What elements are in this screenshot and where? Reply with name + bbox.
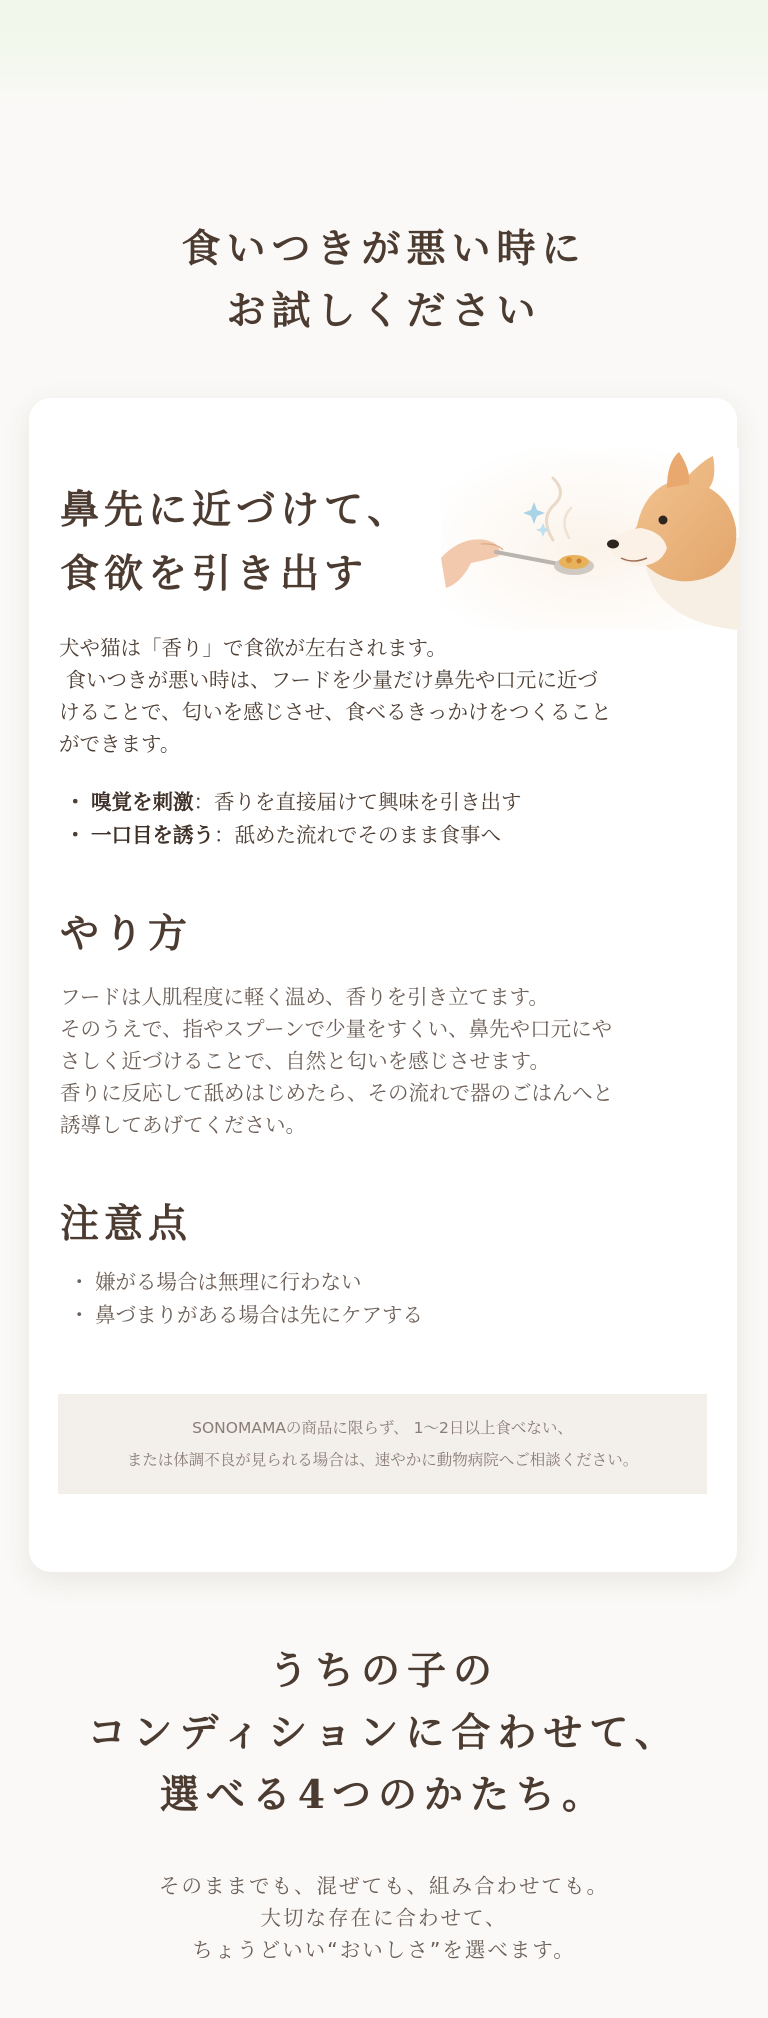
intro-paragraph bbox=[59, 632, 739, 760]
shapes-desc-line: そのままでも、混ぜても、組み合わせても。 bbox=[159, 1874, 609, 1898]
intro-heading-line2: お試しください bbox=[226, 288, 542, 334]
card-title bbox=[60, 478, 411, 606]
feeding-tip-card bbox=[29, 398, 737, 1572]
method-paragraph bbox=[60, 981, 740, 1141]
intro-line: 食いつきが悪い時は、フードを少量だけ鼻先や口元に近づ bbox=[59, 668, 598, 692]
shapes-desc-line: 大切な存在に合わせて、 bbox=[260, 1906, 508, 1930]
list-item bbox=[69, 1266, 423, 1299]
method-line: そのうえで、指やスプーンで少量をすくい、鼻先や口元にや bbox=[60, 1017, 613, 1041]
caution-text: 鼻づまりがある場合は先にケアする bbox=[95, 1303, 423, 1327]
benefit-list bbox=[65, 786, 522, 852]
bullet-term: 一口目を誘う bbox=[91, 823, 214, 847]
shapes-description bbox=[0, 1870, 768, 1966]
shapes-heading bbox=[0, 1640, 768, 1826]
list-item bbox=[65, 819, 522, 852]
intro-heading bbox=[0, 218, 768, 342]
bullet-text: ：舐めた流れでそのまま食事へ bbox=[214, 823, 501, 847]
method-line: さしく近づけることで、自然と匂いを感じさせます。 bbox=[60, 1049, 550, 1073]
list-item bbox=[69, 1299, 423, 1332]
shapes-heading-line2: コンディションに合わせて、 bbox=[87, 1710, 681, 1756]
bullet-marker: ・ bbox=[65, 790, 86, 814]
dog-sniffing-spoon-illustration bbox=[441, 448, 739, 630]
notice-line: SONOMAMAの商品に限らず、 1〜2日以上食べない、 bbox=[192, 1419, 573, 1437]
bullet-marker: ・ bbox=[65, 823, 86, 847]
shapes-heading-line3: 選べる4つのかたち。 bbox=[159, 1772, 609, 1818]
intro-heading-line1: 食いつきが悪い時に bbox=[181, 226, 587, 272]
shapes-heading-line1: うちの子の bbox=[268, 1648, 499, 1694]
intro-line: けることで、匂いを感じさせ、食べるきっかけをつくること bbox=[59, 700, 612, 724]
caution-list bbox=[69, 1266, 423, 1332]
method-title: やり方 bbox=[60, 911, 193, 957]
caution-marker: ・ bbox=[69, 1303, 90, 1327]
list-item bbox=[65, 786, 522, 819]
caution-marker: ・ bbox=[69, 1270, 90, 1294]
intro-line: 犬や猫は「香り」で食欲が左右されます。 bbox=[59, 636, 447, 660]
bullet-text: ：香りを直接届けて興味を引き出す bbox=[193, 790, 522, 814]
caution-text: 嫌がる場合は無理に行わない bbox=[95, 1270, 362, 1294]
caution-title: 注意点 bbox=[60, 1201, 193, 1247]
shapes-desc-line: ちょうどいい“おいしさ”を選べます。 bbox=[192, 1938, 576, 1962]
method-line: フードは人肌程度に軽く温め、香りを引き立てます。 bbox=[60, 985, 549, 1009]
intro-line: ができます。 bbox=[59, 732, 181, 756]
method-line: 誘導してあげてください。 bbox=[60, 1113, 306, 1137]
card-title-line1: 鼻先に近づけて、 bbox=[60, 487, 412, 533]
notice-line: または体調不良が見られる場合は、速やかに動物病院へご相談ください。 bbox=[126, 1451, 639, 1469]
card-title-line2: 食欲を引き出す bbox=[60, 551, 369, 597]
vet-notice-box bbox=[58, 1394, 707, 1494]
top-header-band bbox=[0, 0, 768, 100]
bullet-term: 嗅覚を刺激 bbox=[91, 790, 194, 814]
method-line: 香りに反応して舐めはじめたら、その流れで器のごはんへと bbox=[60, 1081, 614, 1105]
